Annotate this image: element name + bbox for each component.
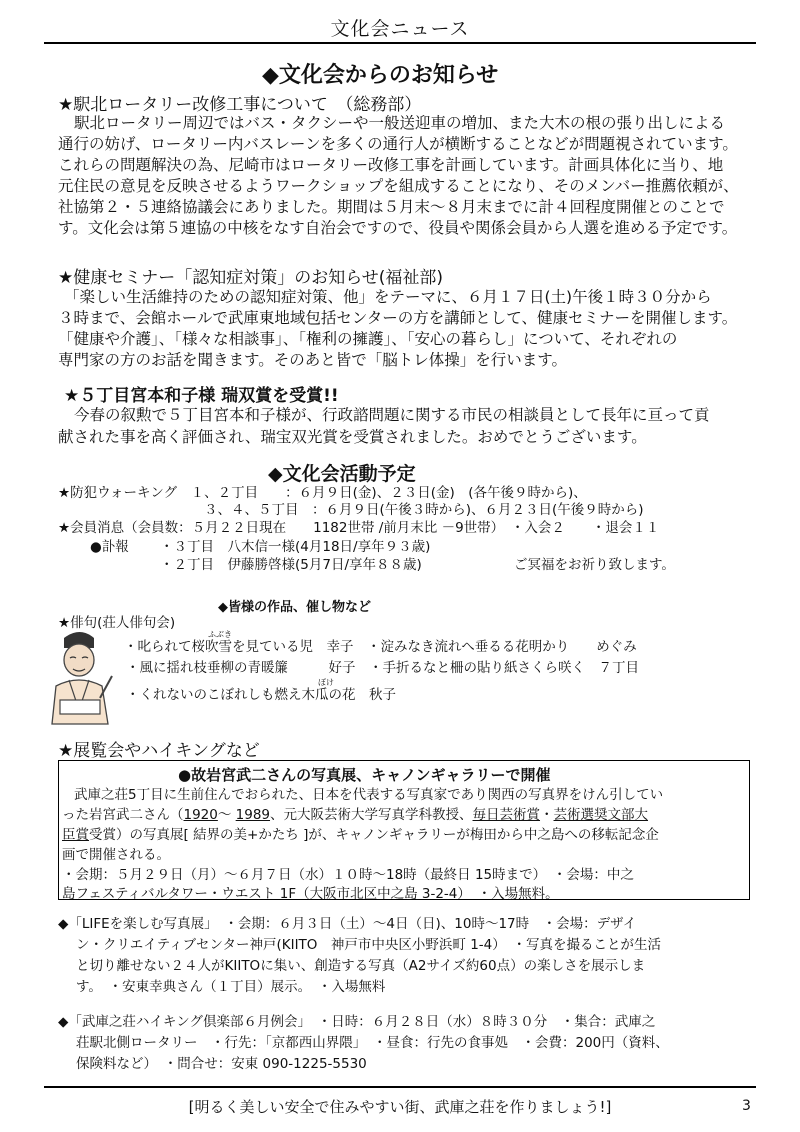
seminar-title: ★健康セミナー「認知症対策」のお知らせ(福祉部) xyxy=(58,268,443,288)
life-exhibition-line: す。 ・安東幸典さん（１丁目）展示。 ・入場無料 xyxy=(76,979,386,995)
award-line: 今春の叙勲で５丁目宮本和子様が、行政諮問題に関する市民の相談員として長年に亘って貢 xyxy=(74,406,710,424)
award-title: ★５丁目宮本和子様 瑞双賞を受賞!! xyxy=(64,386,339,406)
birth-year: 1920 xyxy=(183,807,218,823)
footer-slogan: [明るく美しい安全で住みやすい街、武庫之荘を作りましょう!] xyxy=(188,1098,612,1116)
haiku-line: ・風に揺れ枝垂柳の青暖簾 好子 ・手折るなと柵の貼り紙さくら咲く ７丁目 xyxy=(126,660,639,676)
footer-rule xyxy=(44,1086,756,1088)
seminar-line: 専門家の方のお話を聞きます。そのあと皆で「脳トレ体操」を行います。 xyxy=(58,351,568,369)
rotary-title: ★駅北ロータリー改修工事について （総務部） xyxy=(58,95,422,115)
exhibition-box-title: ●故岩宮武二さんの写真展、キャノンギャラリーで開催 xyxy=(178,766,551,784)
header-rule xyxy=(44,42,756,44)
exhibition-line: 島フェスティバルタワー・ウエスト 1F（大阪市北区中之島 3-2-4） ・入場無料。 xyxy=(62,886,559,902)
exhibition-text: った岩宮武二さん（ xyxy=(62,807,184,823)
exhibition-text: 受賞）の写真展[ 結界の美+かたち ]が、キャノンギャラリーが梅田から中之島への移転記念企 xyxy=(89,827,659,843)
obituary-line: ・３丁目 八木信一様(4月18日/享年９３歳) xyxy=(160,539,431,555)
rotary-line: 元住民の意見を反映させるようワークショップを組成することになり、そのメンバー推薦依頼が、 xyxy=(58,177,739,195)
haiku-poet-illustration xyxy=(42,628,118,734)
haiku-title: ★俳句(荘人俳句会) xyxy=(58,615,176,631)
rotary-line: これらの問題解決の為、尼崎市はロータリー改修工事を計画しています。計画具体化に当り、地 xyxy=(58,156,724,174)
obituary-label: ●訃報 xyxy=(90,539,129,555)
hiking-line: 保険料など） ・問合せ：安東 090-1225-5530 xyxy=(76,1056,367,1072)
haiku-ruby: ぼけ xyxy=(318,678,334,687)
exhibition-text: 、元大阪芸術大学写真学科教授、 xyxy=(270,807,473,823)
life-exhibition-line: と切り離せない２４人がKIITOに集い、創造する写真（A2サイズ約60点）の楽しさを展示しま xyxy=(76,958,646,974)
rotary-line: す。文化会は第５連協の中核をなす自治会ですので、役員や関係会員から人選を進める予定です。 xyxy=(58,219,738,237)
award-name: 芸術選奨文部大 xyxy=(553,807,649,823)
section-heading-schedule: ◆文化会活動予定 xyxy=(268,463,416,485)
death-year: 1989 xyxy=(235,807,271,823)
exhibition-line: 画で開催される。 xyxy=(62,847,170,863)
seminar-line: 「健康や介護」、「様々な相談事」、「権利の擁護」、「安心の暮らし」について、それぞれの xyxy=(58,330,678,348)
member-news: ★会員消息（会員数：５月２２日現在 1182世帯 /前月末比 －9世帯） ・入会２ ・退会１１ xyxy=(58,520,660,536)
exhibitions-heading: ★展覧会やハイキングなど xyxy=(58,741,260,761)
exhibition-text: ・ xyxy=(540,807,554,823)
haiku-line: ・くれないのこぼれしも燃え木瓜の花 秋子 xyxy=(126,687,396,703)
exhibition-text: ～ xyxy=(217,807,236,823)
exhibition-line: 武庫之荘5丁目に生前住んでおられた、日本を代表する写真家であり関西の写真界をけん引してい xyxy=(74,787,664,803)
exhibition-line xyxy=(62,806,648,825)
works-heading: ◆皆様の作品、催し物など xyxy=(218,600,371,615)
rotary-line: 駅北ロータリー周辺ではバス・タクシーや一般送迎車の増加、また大木の根の張り出しによる xyxy=(74,114,726,132)
life-exhibition-line: ◆「LIFEを楽しむ写真展」 ・会期：６月３日（土）～4日（日)、10時～17時 ・会場：デザイ xyxy=(58,916,637,932)
award-name: 臣賞 xyxy=(62,827,89,843)
seminar-line: ３時まで、会館ホールで武庫東地域包括センターの方を講師として、健康セミナーを開催します。 xyxy=(58,309,738,327)
award-name: 毎日芸術賞 xyxy=(472,807,541,823)
page-number: 3 xyxy=(742,1098,751,1114)
newsletter-title: 文化会ニュース xyxy=(330,18,470,40)
haiku-ruby: ふぶき xyxy=(208,630,232,639)
haiku-line: ・叱られて桜吹雪を見ている児 幸子 ・淀みなき流れへ垂るる花明かり めぐみ xyxy=(124,639,637,655)
rotary-line: 通行の妨げ、ロータリー内バスレーンを多くの通行人が横断することなどが問題視されています。 xyxy=(58,135,738,153)
hiking-line: ◆「武庫之荘ハイキング倶楽部６月例会」 ・日時：６月２８日（水）８時３０分 ・集合：武庫之 xyxy=(58,1014,656,1030)
patrol-line: ３、４、５丁目 ：６月９日(午後３時から)、６月２３日(午後９時から) xyxy=(204,502,644,518)
award-line: 献された事を高く評価され、瑞宝双光賞を受賞されました。おめでとうございます。 xyxy=(58,428,647,446)
patrol-line: ★防犯ウォーキング １、２丁目 ：６月９日(金)、２３日(金) (各午後９時から)、 xyxy=(58,485,587,501)
obituary-prayer: ご冥福をお祈り致します。 xyxy=(514,557,675,573)
seminar-line: 「楽しい生活維持のための認知症対策、他」をテーマに、６月１７日(土)午後１時３０分から xyxy=(64,288,712,306)
exhibition-line xyxy=(62,826,659,845)
life-exhibition-line: ン・クリエイティブセンター神戸(KIITO 神戸市中央区小野浜町 1-4） ・写真を撮ることが生活 xyxy=(76,937,662,953)
section-heading-notices: ◆文化会からのお知らせ xyxy=(262,63,499,88)
exhibition-line: ・会期：５月２９日（月）～６月７日（水）１０時～18時（最終日 15時まで） ・会場：中之 xyxy=(62,867,634,883)
obituary-line: ・２丁目 伊藤勝啓様(5月7日/享年８８歳) xyxy=(160,557,422,573)
hiking-line: 荘駅北側ロータリー ・行先：「京都西山界隈」 ・昼食：行先の食事処 ・会費：200円（資料、 xyxy=(76,1035,669,1051)
rotary-line: 社協第２・５連絡協議会にありました。期間は５月末～８月末までに計４回程度開催とのことで xyxy=(58,198,725,216)
